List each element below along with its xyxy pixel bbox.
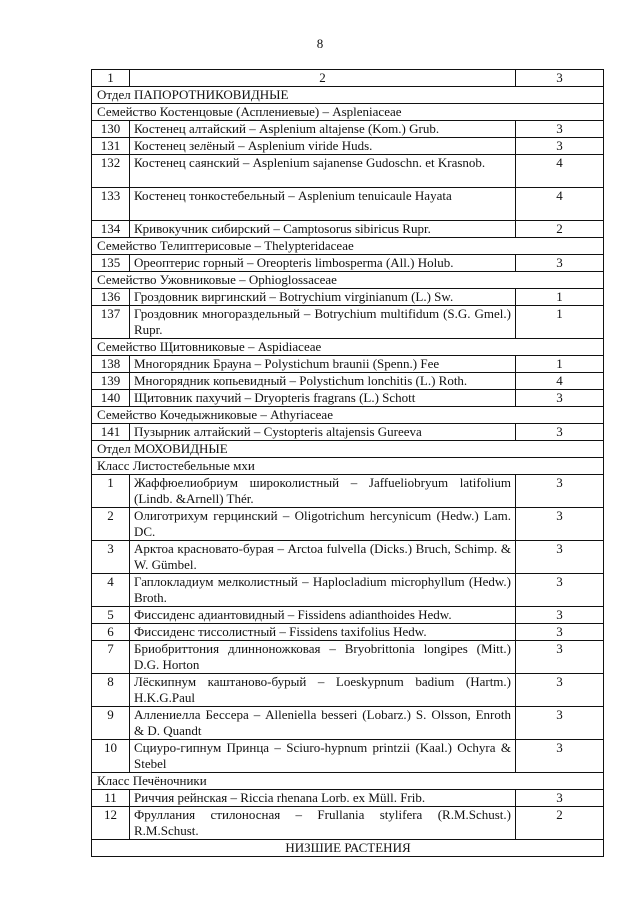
rarity-category: 3 xyxy=(516,790,604,807)
section-row xyxy=(92,339,604,356)
section-title: Класс Печёночники xyxy=(92,773,604,790)
species-number: 136 xyxy=(92,289,130,306)
table-row xyxy=(92,255,604,272)
rarity-category: 2 xyxy=(516,807,604,840)
table-row xyxy=(92,188,604,221)
rarity-category: 3 xyxy=(516,424,604,441)
species-name: Олиготрихум герцинский – Oligotrichum hercynicum (Hedw.) Lam. DC. xyxy=(130,508,516,541)
section-title: Семейство Костенцовые (Асплениевые) – Aspleniaceae xyxy=(92,104,604,121)
rarity-category: 3 xyxy=(516,390,604,407)
species-name: Костенец саянский – Asplenium sajanense Gudoschn. et Krasnob. xyxy=(130,155,516,188)
rarity-category: 1 xyxy=(516,356,604,373)
rarity-category: 3 xyxy=(516,607,604,624)
section-row xyxy=(92,238,604,255)
table-row xyxy=(92,121,604,138)
rarity-category: 3 xyxy=(516,574,604,607)
table-row xyxy=(92,306,604,339)
section-row xyxy=(92,773,604,790)
page-number: 8 xyxy=(316,36,324,51)
species-name: Многорядник Брауна – Polystichum braunii (Spenn.) Fee xyxy=(130,356,516,373)
rarity-category: 3 xyxy=(516,138,604,155)
rarity-category: 4 xyxy=(516,155,604,188)
species-number: 141 xyxy=(92,424,130,441)
species-number: 8 xyxy=(92,674,130,707)
species-number: 134 xyxy=(92,221,130,238)
section-row xyxy=(92,458,604,475)
species-name: Аллениелла Бессера – Alleniella besseri (Lobarz.) S. Olsson, Enroth & D. Quandt xyxy=(130,707,516,740)
header-col-name: 2 xyxy=(130,70,516,87)
table-row xyxy=(92,221,604,238)
section-title: Семейство Щитовниковые – Aspidiaceae xyxy=(92,339,604,356)
species-number: 3 xyxy=(92,541,130,574)
species-name: Арктоа красновато-бурая – Arctoa fulvella (Dicks.) Bruch, Schimp. & W. Gümbel. xyxy=(130,541,516,574)
rarity-category: 3 xyxy=(516,641,604,674)
section-row xyxy=(92,104,604,121)
species-number: 140 xyxy=(92,390,130,407)
table-row xyxy=(92,807,604,840)
species-name: Щитовник пахучий – Dryopteris fragrans (L.) Schott xyxy=(130,390,516,407)
table-row xyxy=(92,475,604,508)
rarity-category: 3 xyxy=(516,255,604,272)
species-number: 132 xyxy=(92,155,130,188)
section-row xyxy=(92,87,604,104)
table-row xyxy=(92,607,604,624)
rarity-category: 3 xyxy=(516,541,604,574)
species-name: Кривокучник сибирский – Camptosorus sibiricus Rupr. xyxy=(130,221,516,238)
species-name: Костенец зелёный – Asplenium viride Huds. xyxy=(130,138,516,155)
table-row xyxy=(92,390,604,407)
section-title: Отдел МОХОВИДНЫЕ xyxy=(92,441,604,458)
rarity-category: 3 xyxy=(516,121,604,138)
species-number: 7 xyxy=(92,641,130,674)
species-name: Гроздовник многораздельный – Botrychium multifidum (S.G. Gmel.) Rupr. xyxy=(130,306,516,339)
species-name: Костенец тонкостебельный – Asplenium tenuicaule Hayata xyxy=(130,188,516,221)
rarity-category: 3 xyxy=(516,508,604,541)
header-col-category: 3 xyxy=(516,70,604,87)
table-row xyxy=(92,138,604,155)
table-header-row xyxy=(92,70,604,87)
rarity-category: 4 xyxy=(516,188,604,221)
table-row xyxy=(92,707,604,740)
table-row xyxy=(92,674,604,707)
species-number: 2 xyxy=(92,508,130,541)
table-row xyxy=(92,624,604,641)
species-name: Гаплокладиум мелколистный – Haplocladium microphyllum (Hedw.) Broth. xyxy=(130,574,516,607)
species-number: 133 xyxy=(92,188,130,221)
table-row xyxy=(92,155,604,188)
species-number: 131 xyxy=(92,138,130,155)
species-name: Костенец алтайский – Asplenium altajense (Kom.) Grub. xyxy=(130,121,516,138)
species-number: 11 xyxy=(92,790,130,807)
header-col-number: 1 xyxy=(92,70,130,87)
table-row xyxy=(92,641,604,674)
rarity-category: 3 xyxy=(516,740,604,773)
section-title: Семейство Ужовниковые – Ophioglossaceae xyxy=(92,272,604,289)
rarity-category: 3 xyxy=(516,707,604,740)
rarity-category: 3 xyxy=(516,475,604,508)
species-number: 130 xyxy=(92,121,130,138)
species-number: 138 xyxy=(92,356,130,373)
table-row xyxy=(92,740,604,773)
section-row xyxy=(92,840,604,857)
table-row xyxy=(92,424,604,441)
species-name: Ореоптерис горный – Oreopteris limbosperma (All.) Holub. xyxy=(130,255,516,272)
rarity-category: 1 xyxy=(516,289,604,306)
species-name: Фиссиденс тиссолистный – Fissidens taxifolius Hedw. xyxy=(130,624,516,641)
table-row xyxy=(92,373,604,390)
species-name: Жаффюелиобриум широколистный – Jaffueliobryum latifolium (Lindb. &Arnell) Thér. xyxy=(130,475,516,508)
species-name: Фиссиденс адиантовидный – Fissidens adianthoides Hedw. xyxy=(130,607,516,624)
table-row xyxy=(92,574,604,607)
table-row xyxy=(92,289,604,306)
section-title: Семейство Кочедыжниковые – Athyriaceae xyxy=(92,407,604,424)
species-number: 5 xyxy=(92,607,130,624)
rarity-category: 2 xyxy=(516,221,604,238)
species-name: Лёскипнум каштаново-бурый – Loeskypnum badium (Hartm.) H.K.G.Paul xyxy=(130,674,516,707)
rarity-category: 4 xyxy=(516,373,604,390)
species-number: 12 xyxy=(92,807,130,840)
species-name: Гроздовник виргинский – Botrychium virginianum (L.) Sw. xyxy=(130,289,516,306)
rarity-category: 1 xyxy=(516,306,604,339)
red-book-table xyxy=(91,69,604,857)
species-number: 139 xyxy=(92,373,130,390)
species-number: 9 xyxy=(92,707,130,740)
table-row xyxy=(92,790,604,807)
species-name: Фруллания стилоносная – Frullania stylifera (R.M.Schust.) R.M.Schust. xyxy=(130,807,516,840)
rarity-category: 3 xyxy=(516,624,604,641)
section-title: Семейство Телиптерисовые – Thelypteridaceae xyxy=(92,238,604,255)
species-name: Сциуро-гипнум Принца – Sciuro-hypnum printzii (Kaal.) Ochyra & Stebel xyxy=(130,740,516,773)
table-row xyxy=(92,356,604,373)
section-title: Отдел ПАПОРОТНИКОВИДНЫЕ xyxy=(92,87,604,104)
species-number: 10 xyxy=(92,740,130,773)
table-body xyxy=(92,70,604,857)
species-number: 6 xyxy=(92,624,130,641)
species-number: 4 xyxy=(92,574,130,607)
section-row xyxy=(92,407,604,424)
section-row xyxy=(92,441,604,458)
section-title: НИЗШИЕ РАСТЕНИЯ xyxy=(92,840,604,857)
species-name: Многорядник копьевидный – Polystichum lonchitis (L.) Roth. xyxy=(130,373,516,390)
rarity-category: 3 xyxy=(516,674,604,707)
species-number: 135 xyxy=(92,255,130,272)
section-row xyxy=(92,272,604,289)
species-name: Бриобриттония длинноножковая – Bryobrittonia longipes (Mitt.) D.G. Horton xyxy=(130,641,516,674)
species-name: Риччия рейнская – Riccia rhenana Lorb. ex Müll. Frib. xyxy=(130,790,516,807)
table-row xyxy=(92,541,604,574)
species-name: Пузырник алтайский – Cystopteris altajensis Gureeva xyxy=(130,424,516,441)
species-number: 1 xyxy=(92,475,130,508)
section-title: Класс Листостебельные мхи xyxy=(92,458,604,475)
species-number: 137 xyxy=(92,306,130,339)
table-row xyxy=(92,508,604,541)
